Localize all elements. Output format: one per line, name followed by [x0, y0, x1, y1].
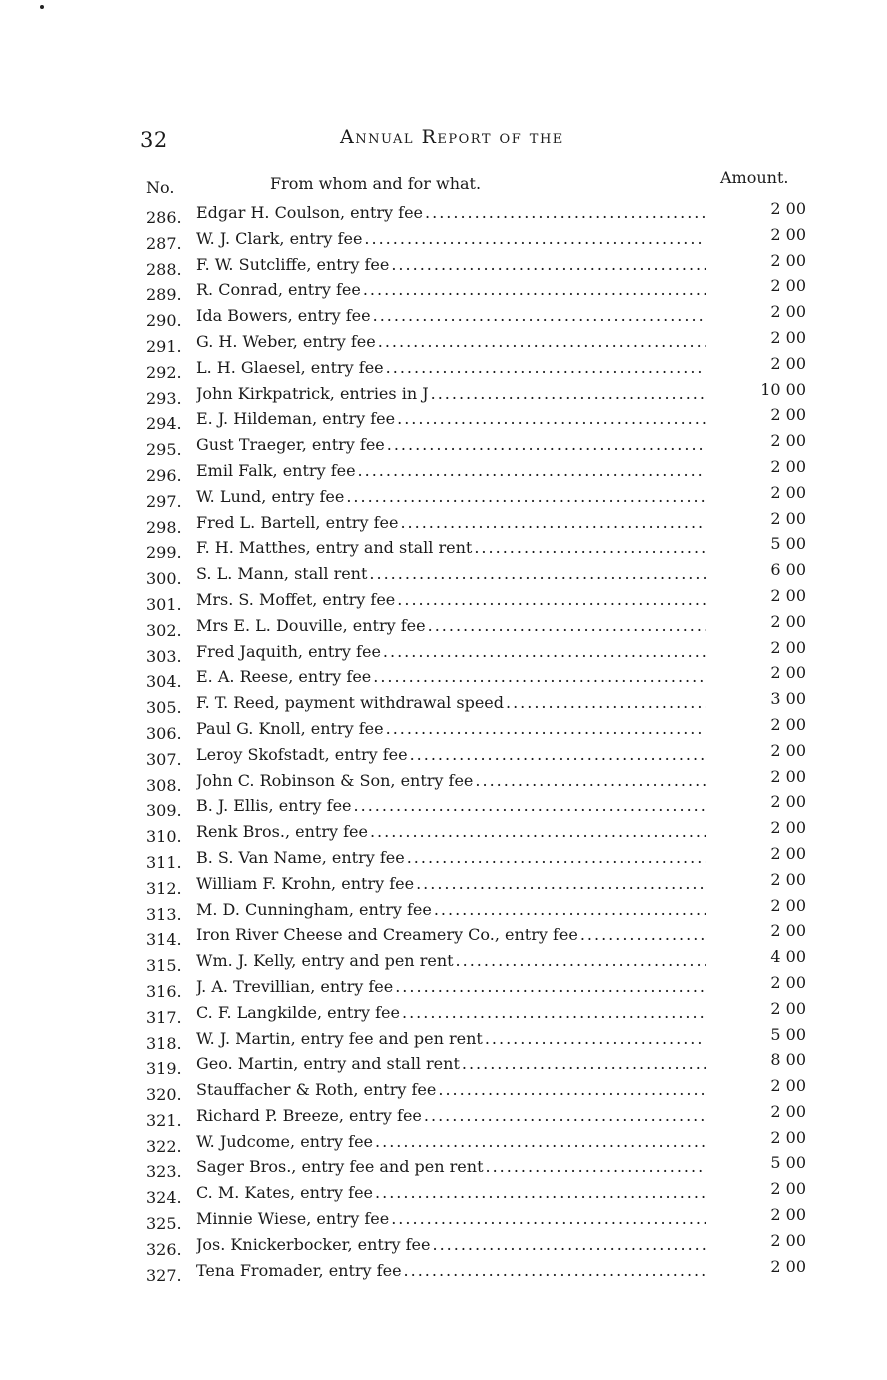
entry-description-text: W. Judcome, entry fee	[196, 1131, 374, 1151]
dot-leader	[384, 716, 706, 742]
entry-row	[140, 510, 830, 536]
entry-description-text: Gust Traeger, entry fee	[196, 435, 385, 455]
entry-row	[140, 690, 830, 716]
dot-leader	[400, 1000, 706, 1026]
entry-number: 293.	[146, 388, 182, 408]
entry-amount: 6 00	[770, 560, 806, 580]
entry-number: 321.	[146, 1110, 182, 1130]
entry-description-text: Paul G. Knoll, entry fee	[196, 718, 384, 738]
dot-leader	[578, 922, 706, 948]
entry-description	[196, 845, 706, 871]
entry-amount: 2 00	[770, 353, 806, 373]
entry-description-text: Wm. J. Kelly, entry and pen rent	[196, 951, 454, 971]
entry-amount: 2 00	[770, 302, 806, 322]
dot-leader	[376, 329, 706, 355]
entry-number: 323.	[146, 1162, 182, 1182]
entry-number: 326.	[146, 1239, 182, 1259]
entry-number: 315.	[146, 956, 182, 976]
column-header-no: No.	[146, 178, 175, 197]
page-header	[140, 124, 800, 158]
entry-amount: 5 00	[770, 534, 806, 554]
entry-description	[196, 510, 706, 536]
entry-description	[196, 1258, 706, 1284]
entry-description	[196, 1026, 706, 1052]
dot-leader	[408, 742, 706, 768]
entry-row	[140, 1258, 830, 1284]
entry-row	[140, 587, 830, 613]
entry-number: 290.	[146, 311, 182, 331]
dot-leader	[368, 819, 706, 845]
entry-number: 318.	[146, 1033, 182, 1053]
entry-description-text: Edgar H. Coulson, entry fee	[196, 203, 424, 222]
entry-amount: 2 00	[770, 1230, 806, 1250]
entry-number: 313.	[146, 904, 182, 924]
entry-description	[196, 613, 706, 639]
dot-leader	[454, 948, 706, 974]
entry-description-text: Mrs. S. Moffet, entry fee	[196, 589, 396, 609]
entry-row	[140, 200, 830, 226]
entry-row	[140, 639, 830, 665]
entry-description-text: Renk Bros., entry fee	[196, 822, 368, 842]
entry-number: 316.	[146, 981, 182, 1001]
entry-amount: 2 00	[770, 1205, 806, 1225]
entry-amount: 2 00	[770, 405, 806, 425]
entry-description-text: Sager Bros., entry fee and pen rent	[196, 1157, 484, 1177]
dot-leader	[460, 1051, 706, 1077]
entry-description-text: John C. Robinson & Son, entry fee	[196, 770, 474, 790]
entry-amount: 2 00	[770, 456, 806, 476]
entry-description	[196, 922, 706, 948]
entry-description-text: Tena Fromader, entry fee	[196, 1260, 402, 1280]
dot-leader	[429, 381, 706, 407]
dot-leader	[384, 355, 706, 381]
entry-row	[140, 922, 830, 948]
entry-number: 296.	[146, 465, 182, 485]
entry-number: 303.	[146, 646, 182, 666]
dot-leader	[405, 845, 706, 871]
entry-amount: 2 00	[770, 1179, 806, 1199]
entry-amount: 2 00	[770, 508, 806, 528]
entry-amount: 2 00	[770, 482, 806, 502]
entry-description	[196, 690, 706, 716]
entry-description	[196, 716, 706, 742]
entry-number: 304.	[146, 672, 182, 692]
entry-description-text: Stauffacher & Roth, entry fee	[196, 1080, 437, 1100]
entry-row	[140, 664, 830, 690]
dot-leader	[395, 406, 706, 432]
entry-number: 287.	[146, 233, 182, 253]
entry-row	[140, 1103, 830, 1129]
entry-amount: 2 00	[770, 250, 806, 270]
entry-number: 292.	[146, 362, 182, 382]
entry-amount: 2 00	[770, 972, 806, 992]
entry-description-text: Ida Bowers, entry fee	[196, 306, 371, 326]
entry-amount: 4 00	[770, 947, 806, 967]
entry-description-text: J. A. Trevillian, entry fee	[196, 976, 394, 996]
dot-leader	[473, 768, 706, 794]
dot-leader	[393, 974, 706, 1000]
entry-amount: 2 00	[770, 921, 806, 941]
entry-row	[140, 1051, 830, 1077]
entries-list	[140, 200, 830, 1283]
entry-number: 297.	[146, 491, 182, 511]
dot-leader	[352, 793, 706, 819]
entry-description	[196, 329, 706, 355]
dot-leader	[414, 871, 706, 897]
entry-description-text: Fred Jaquith, entry fee	[196, 641, 381, 661]
entry-description	[196, 1103, 706, 1129]
dot-leader	[389, 1206, 706, 1232]
dot-leader	[361, 277, 706, 303]
entry-row	[140, 716, 830, 742]
entry-number: 302.	[146, 620, 182, 640]
entry-description-text: E. A. Reese, entry fee	[196, 667, 372, 687]
entry-description-text: William F. Krohn, entry fee	[196, 873, 415, 893]
entry-description-text: Iron River Cheese and Creamery Co., entry fee	[196, 925, 578, 945]
entry-description	[196, 432, 706, 458]
entry-description-text: B. J. Ellis, entry fee	[196, 796, 352, 816]
entry-amount: 2 00	[770, 1127, 806, 1147]
entry-row	[140, 1232, 830, 1258]
entry-number: 312.	[146, 878, 182, 898]
ink-speck	[40, 5, 44, 9]
entry-description-text: W. J. Martin, entry fee and pen rent	[196, 1028, 483, 1048]
entry-description	[196, 871, 706, 897]
entry-description	[196, 742, 706, 768]
entry-row	[140, 897, 830, 923]
entry-row	[140, 355, 830, 381]
entry-row	[140, 484, 830, 510]
column-headers	[140, 168, 820, 197]
entry-amount: 2 00	[770, 611, 806, 631]
entry-number: 308.	[146, 775, 182, 795]
entry-number: 324.	[146, 1188, 182, 1208]
entry-row	[140, 381, 830, 407]
dot-leader	[344, 484, 706, 510]
entry-amount: 2 00	[770, 843, 806, 863]
entry-amount: 2 00	[770, 663, 806, 683]
entry-amount: 2 00	[770, 199, 806, 218]
dot-leader	[504, 690, 706, 716]
entry-row	[140, 948, 830, 974]
entry-description-text: S. L. Mann, stall rent	[196, 564, 368, 584]
entry-description-text: John Kirkpatrick, entries in J	[196, 383, 429, 403]
entry-description-text: Mrs E. L. Douville, entry fee	[196, 615, 426, 635]
dot-leader	[395, 587, 706, 613]
entry-amount: 2 00	[770, 431, 806, 451]
entry-description-text: W. Lund, entry fee	[196, 486, 345, 506]
entry-row	[140, 432, 830, 458]
entry-description	[196, 639, 706, 665]
entry-amount: 2 00	[770, 1076, 806, 1096]
entry-description	[196, 1000, 706, 1026]
entry-description	[196, 561, 706, 587]
entry-description-text: E. J. Hildeman, entry fee	[196, 409, 396, 429]
entry-amount: 2 00	[770, 895, 806, 915]
entry-amount: 2 00	[770, 327, 806, 347]
dot-leader	[483, 1026, 706, 1052]
dot-leader	[356, 458, 706, 484]
dot-leader	[367, 561, 706, 587]
entry-row	[140, 406, 830, 432]
entry-description-text: W. J. Clark, entry fee	[196, 228, 363, 248]
dot-leader	[373, 1129, 706, 1155]
entry-number: 288.	[146, 259, 182, 279]
entry-description	[196, 535, 706, 561]
entry-row	[140, 871, 830, 897]
entry-row	[140, 974, 830, 1000]
dot-leader	[398, 510, 706, 536]
entry-number: 327.	[146, 1265, 182, 1285]
entry-description	[196, 587, 706, 613]
entry-amount: 2 00	[770, 585, 806, 605]
entry-description	[196, 1180, 706, 1206]
entry-number: 298.	[146, 517, 182, 537]
entry-row	[140, 1180, 830, 1206]
entry-number: 317.	[146, 1007, 182, 1027]
entry-description	[196, 381, 706, 407]
dot-leader	[373, 1180, 706, 1206]
entry-row	[140, 793, 830, 819]
entry-description-text: Richard P. Breeze, entry fee	[196, 1105, 422, 1125]
entry-amount: 2 00	[770, 998, 806, 1018]
entry-number: 286.	[146, 208, 182, 227]
entry-row	[140, 329, 830, 355]
entry-row	[140, 1026, 830, 1052]
entry-description-text: Minnie Wiese, entry fee	[196, 1209, 390, 1229]
dot-leader	[422, 1103, 706, 1129]
entry-amount: 2 00	[770, 714, 806, 734]
entry-description	[196, 948, 706, 974]
dot-leader	[402, 1258, 706, 1284]
entry-number: 311.	[146, 852, 182, 872]
entry-number: 301.	[146, 594, 182, 614]
entry-number: 299.	[146, 543, 182, 563]
dot-leader	[484, 1154, 707, 1180]
dot-leader	[385, 432, 706, 458]
dot-leader	[371, 664, 706, 690]
entry-description	[196, 200, 706, 226]
entry-description	[196, 793, 706, 819]
entry-number: 300.	[146, 569, 182, 589]
entry-description-text: F. H. Matthes, entry and stall rent	[196, 538, 473, 558]
entry-description	[196, 819, 706, 845]
dot-leader	[381, 639, 706, 665]
entry-description	[196, 768, 706, 794]
page-number: 32	[140, 128, 168, 152]
entry-number: 325.	[146, 1214, 182, 1234]
entry-description-text: Jos. Knickerbocker, entry fee	[196, 1234, 431, 1254]
entry-number: 307.	[146, 749, 182, 769]
entry-amount: 2 00	[770, 766, 806, 786]
running-head: Annual Report of the	[340, 126, 564, 148]
entry-number: 319.	[146, 1059, 182, 1079]
entry-amount: 3 00	[770, 689, 806, 709]
entry-amount: 10 00	[760, 379, 806, 399]
entry-row	[140, 535, 830, 561]
dot-leader	[432, 897, 706, 923]
entry-row	[140, 303, 830, 329]
entry-amount: 2 00	[770, 224, 806, 244]
entry-row	[140, 277, 830, 303]
entry-number: 310.	[146, 827, 182, 847]
entry-number: 322.	[146, 1136, 182, 1156]
entry-description	[196, 252, 706, 278]
entry-description	[196, 406, 706, 432]
entry-description	[196, 1154, 706, 1180]
entry-amount: 2 00	[770, 1101, 806, 1121]
entry-row	[140, 561, 830, 587]
entry-number: 309.	[146, 801, 182, 821]
entry-description-text: Emil Falk, entry fee	[196, 460, 356, 480]
entry-description-text: B. S. Van Name, entry fee	[196, 847, 405, 867]
entry-amount: 2 00	[770, 792, 806, 812]
entry-number: 306.	[146, 723, 182, 743]
dot-leader	[371, 303, 706, 329]
entry-amount: 2 00	[770, 818, 806, 838]
entry-row	[140, 1206, 830, 1232]
dot-leader	[426, 613, 706, 639]
entry-row	[140, 252, 830, 278]
entry-amount: 8 00	[770, 1050, 806, 1070]
entry-number: 305.	[146, 698, 182, 718]
entry-number: 295.	[146, 440, 182, 460]
column-header-from: From whom and for what.	[270, 174, 482, 193]
entry-description	[196, 458, 706, 484]
dot-leader	[472, 535, 706, 561]
entry-number: 320.	[146, 1085, 182, 1105]
entry-description-text: F. W. Sutcliffe, entry fee	[196, 254, 390, 274]
entry-description	[196, 1206, 706, 1232]
entry-description-text: C. F. Langkilde, entry fee	[196, 1002, 400, 1022]
entry-number: 294.	[146, 414, 182, 434]
entry-description	[196, 484, 706, 510]
entry-number: 291.	[146, 336, 182, 356]
entry-description	[196, 664, 706, 690]
dot-leader	[423, 200, 706, 226]
entry-row	[140, 613, 830, 639]
column-header-amount: Amount.	[720, 168, 789, 187]
entry-description-text: Fred L. Bartell, entry fee	[196, 512, 399, 532]
entry-description-text: M. D. Cunningham, entry fee	[196, 899, 432, 919]
entry-row	[140, 1077, 830, 1103]
entry-row	[140, 458, 830, 484]
entry-row	[140, 1000, 830, 1026]
entry-amount: 2 00	[770, 637, 806, 657]
entry-description	[196, 974, 706, 1000]
entry-amount: 2 00	[770, 869, 806, 889]
entry-description	[196, 1129, 706, 1155]
entry-row	[140, 1129, 830, 1155]
entry-description	[196, 1077, 706, 1103]
entry-description-text: L. H. Glaesel, entry fee	[196, 357, 384, 377]
entry-row	[140, 742, 830, 768]
entry-row	[140, 819, 830, 845]
entry-description	[196, 1232, 706, 1258]
entry-row	[140, 845, 830, 871]
entry-amount: 5 00	[770, 1024, 806, 1044]
entry-description-text: Geo. Martin, entry and stall rent	[196, 1054, 460, 1074]
dot-leader	[430, 1232, 706, 1258]
entry-description-text: F. T. Reed, payment withdrawal speed	[196, 693, 504, 713]
entry-amount: 5 00	[770, 1153, 806, 1173]
entry-description	[196, 1051, 706, 1077]
entry-description	[196, 355, 706, 381]
entry-row	[140, 1154, 830, 1180]
entry-number: 314.	[146, 930, 182, 950]
entry-amount: 2 00	[770, 276, 806, 296]
entry-description	[196, 277, 706, 303]
entry-description	[196, 303, 706, 329]
dot-leader	[436, 1077, 706, 1103]
entry-row	[140, 226, 830, 252]
entry-description-text: R. Conrad, entry fee	[196, 280, 361, 300]
entry-row	[140, 768, 830, 794]
entry-amount: 2 00	[770, 740, 806, 760]
entry-amount: 2 00	[770, 1256, 806, 1276]
entry-description-text: Leroy Skofstadt, entry fee	[196, 744, 408, 764]
dot-leader	[389, 252, 706, 278]
dot-leader	[362, 226, 706, 252]
entry-description-text: C. M. Kates, entry fee	[196, 1183, 374, 1203]
entry-description-text: G. H. Weber, entry fee	[196, 331, 376, 351]
entry-description	[196, 897, 706, 923]
entry-number: 289.	[146, 285, 182, 305]
entry-description	[196, 226, 706, 252]
